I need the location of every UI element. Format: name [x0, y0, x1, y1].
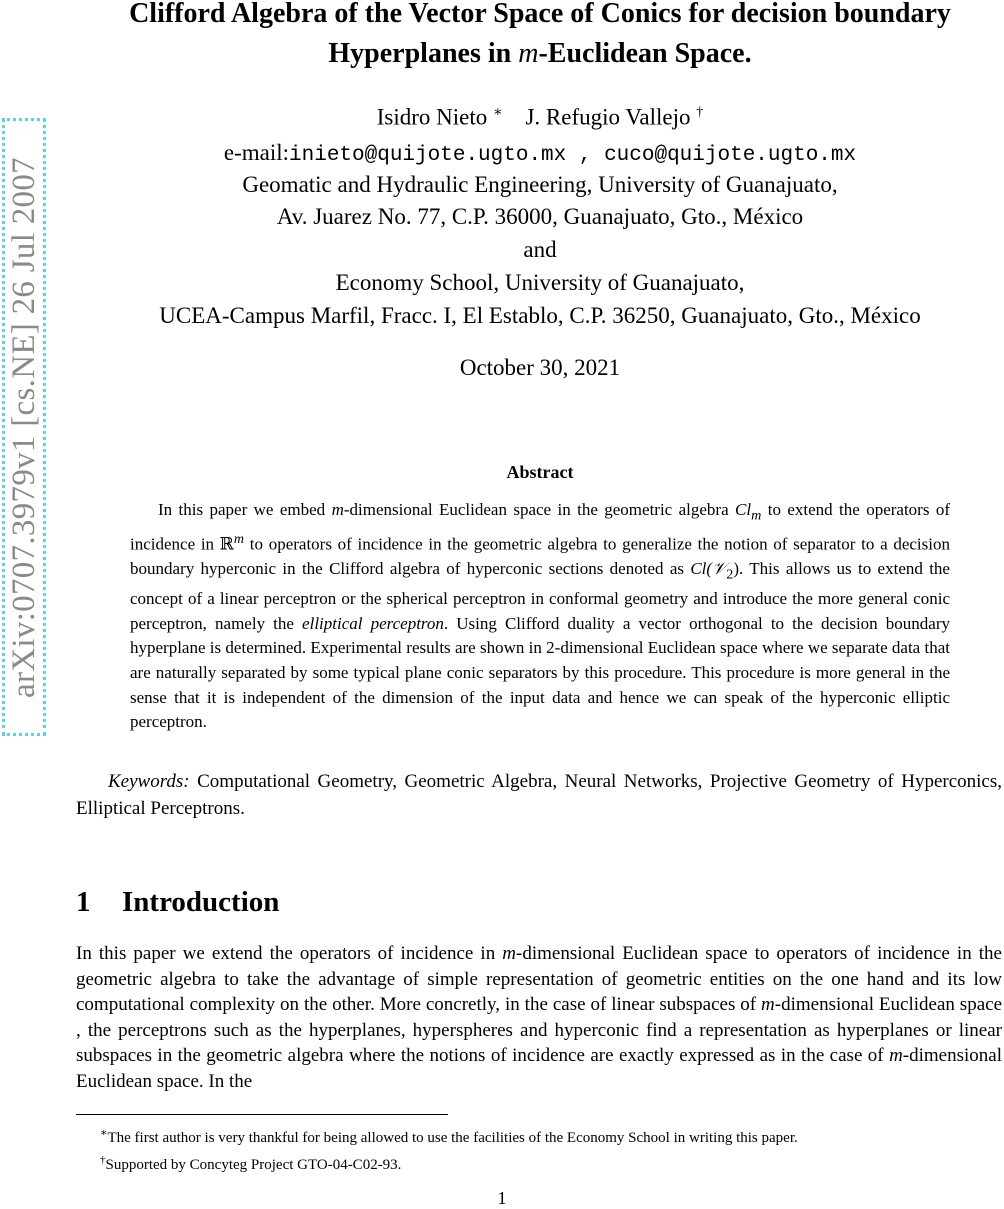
- affiliation-line-3: Economy School, University of Guanajuato,: [335, 270, 745, 295]
- keywords-text: Computational Geometry, Geometric Algebra, Neural Networks, Projective Geometry of Hyperconics, Elliptical Perceptrons.: [76, 771, 1002, 819]
- footnote-2: †Supported by Concyteg Project GTO-04-C02-93.: [100, 1154, 402, 1173]
- title-line-1: Clifford Algebra of the Vector Space of Conics for decision boundary: [129, 0, 951, 29]
- title-line-2: Hyperplanes in m-Euclidean Space.: [328, 38, 752, 69]
- footnotes: [100, 1122, 1000, 1176]
- arxiv-stamp: [2, 118, 46, 736]
- email-addresses[interactable]: inieto@quijote.ugto.mx , cuco@quijote.ugto.mx: [289, 144, 857, 167]
- authors: [76, 104, 1004, 131]
- keywords-label: Keywords:: [108, 771, 190, 792]
- section-heading-introduction: [76, 886, 279, 919]
- affiliation-and: and: [523, 237, 557, 262]
- email-line: [76, 140, 1004, 167]
- author-1: Isidro Nieto: [376, 104, 488, 130]
- paper-title: [60, 0, 1004, 74]
- footnote-1: ∗The first author is very thankful for being allowed to use the facilities of the Economy School in writing this paper.: [100, 1127, 798, 1146]
- author-2-footnote-mark: †: [696, 105, 704, 120]
- keywords: [76, 768, 1002, 822]
- section-title: Introduction: [122, 886, 280, 918]
- arxiv-identifier: arXiv:0707.3979v1 [cs.NE] 26 Jul 2007: [5, 156, 42, 698]
- introduction-paragraph: In this paper we extend the operators of incidence in m-dimensional Euclidean space to operators of incidence in the geometric algebra to take the advantage of simple representation of geometric entities on the one hand and its low computational complexity on the other. More concretly, in the case of linear subspaces of m-dimensional Euclidean space , the perceptrons such as the hyperplanes, hyperspheres and hyperconic find a representation as hyperplanes or linear subspaces in the geometric algebra where the notions of incidence are exactly expressed as in the case of m-dimensional Euclidean space. In the: [76, 943, 1002, 1092]
- abstract-body: In this paper we embed m-dimensional Euclidean space in the geometric algebra $Cl_m$ to extend the operators of incidence in ℝ$^m$ to operators of incidence in the geometric algebra to generalize the notion of separator to a decision boundary hyperconic in the Clifford algebra of hyperconic sections denoted as Cl(𝒱$_2$). This allows us to extend the concept of a linear perceptron or the spherical perceptron in conformal geometry and introduce the more general conic perceptron, namely the elliptical perceptron. Using Clifford duality a vector orthogonal to the decision boundary hyperplane is determined. Experimental results are shown in 2-dimensional Euclidean space where we separate data that are naturally separated by some typical plane conic separators by this procedure. This procedure is more general in the sense that it is independent of the dimension of the input data and hence we can speak of the hyperconic elliptic perceptron.: [130, 500, 950, 732]
- author-1-footnote-mark: ∗: [492, 105, 503, 120]
- section-number: 1: [76, 886, 91, 918]
- page-number: 1: [497, 1188, 507, 1208]
- author-2: J. Refugio Vallejo: [525, 104, 691, 130]
- footnote-divider: [76, 1114, 448, 1115]
- abstract-heading: Abstract: [506, 462, 574, 482]
- affiliation-line-1: Geomatic and Hydraulic Engineering, University of Guanajuato,: [242, 172, 838, 197]
- paper-date: October 30, 2021: [459, 355, 621, 380]
- affiliation-line-4: UCEA-Campus Marfil, Fracc. I, El Establo, C.P. 36250, Guanajuato, Gto., México: [159, 303, 921, 328]
- affiliation-line-2: Av. Juarez No. 77, C.P. 36000, Guanajuato, Gto., México: [276, 204, 804, 229]
- email-label: e-mail:: [223, 140, 290, 165]
